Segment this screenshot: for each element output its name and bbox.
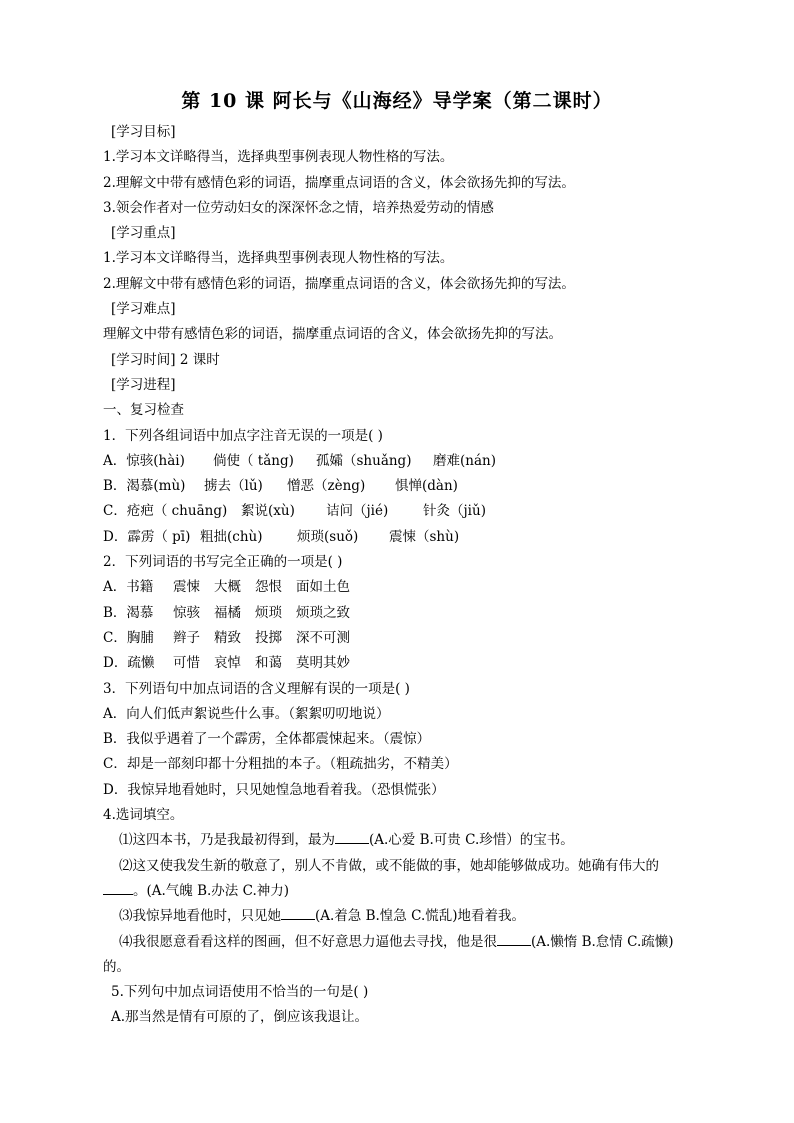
option-term: 惊骇 [173,604,200,621]
objective-item: 3.领会作者对一位劳动妇女的深深怀念之情，培养热爱劳动的情感 [103,199,494,216]
fill-blank-item [103,904,703,929]
question-stem: 4.选词填空。 [103,807,184,824]
option-term: 烦琐之致 [296,604,350,621]
option-term: 可惜 [173,655,200,672]
question-option-b [103,474,703,499]
question-option-a [103,449,703,474]
question-option-c [103,626,703,651]
answer-blank[interactable] [497,931,531,946]
key-point-item: 1.学习本文详略得当，选择典型事例表现人物性格的写法。 [103,250,454,267]
key-points-heading: [学习重点] [111,225,176,242]
document-body [103,120,703,1031]
option-term: 辫子 [173,629,200,646]
question-option-a [103,575,703,600]
option-term: 投掷 [255,629,282,646]
objectives-heading: [学习目标] [111,124,176,140]
answer-blank[interactable] [335,829,369,844]
option-term: D．霹雳（ pī) [103,528,191,545]
option-term: D．疏懒 [103,655,155,672]
option-term: 孤孀（shuǎng) [316,452,412,469]
option-term: A．惊骇(hài) [103,452,185,469]
question-option-b [103,601,703,626]
question-stem: 1．下列各组词语中加点字注音无误的一项是( ) [103,427,383,444]
answer-blank[interactable] [281,905,315,920]
option-term: 掳去（lǔ) [204,478,263,495]
option-term: 絮说(xù) [241,503,295,520]
option-term: 大概 [214,579,241,596]
process-heading: [学习进程] [111,376,176,393]
answer-blank[interactable] [103,880,133,895]
sentence-text: ⑶我惊异地看他时，只见她 [119,908,281,925]
option-term: 惧惮(dàn) [395,478,458,495]
option-term: C．疮疤（ chuāng) [103,503,228,520]
sentence-text: 。(A.气魄 B.办法 C.神力) [133,882,290,899]
option-term: 精致 [214,629,241,646]
question-option-a: A．向人们低声絮说些什么事。（絮絮叨叨地说） [103,705,390,722]
fill-blank-item [103,828,703,853]
option-term: B．渴慕(mù) [103,478,186,495]
sentence-text: (A.懒惰 B.怠情 C.疏懒) [531,933,674,950]
option-term: 诘问（jié) [326,503,389,520]
option-term: 深不可测 [296,629,350,646]
option-term: B．渴慕 [103,604,154,621]
option-term: 针灸（jiǔ) [423,503,486,520]
fill-blank-item-continued: 的。 [103,958,130,975]
option-term: C．胸脯 [103,629,154,646]
fill-blank-item [103,930,703,955]
key-point-item: 2.理解文中带有感情色彩的词语，揣摩重点词语的含义，体会欲扬先抑的写法。 [103,275,575,292]
question-option-c [103,499,703,524]
study-time: [学习时间] 2 课时 [111,351,220,368]
objective-item: 1.学习本文详略得当，选择典型事例表现人物性格的写法。 [103,149,454,166]
sentence-text: ⑷我很愿意看看这样的图画，但不好意思力逼他去寻找，他是很 [119,933,497,950]
option-term: 面如土色 [296,579,350,596]
question-option-d [103,525,703,550]
question-stem: 2．下列词语的书写完全正确的一项是( ) [103,554,343,571]
sentence-text: (A.着急 B.惶急 C.慌乱)地看着我。 [315,908,526,925]
sentence-text: ⑴这四本书，乃是我最初得到，最为 [119,832,335,849]
option-term: 震悚（shù) [389,528,460,545]
option-term: 和蔼 [255,655,282,672]
option-term: 福橘 [214,604,241,621]
option-term: 磨难(nán) [433,452,496,469]
question-stem: 5.下列句中加点词语使用不恰当的一句是( ) [111,984,369,1001]
question-option-c: C．却是一部刻印都十分粗拙的本子。（粗疏拙劣，不精美） [103,756,458,773]
fill-blank-item-continued [103,879,703,904]
question-option-d: D．我惊异地看她时，只见她惶急地看着我。（恐惧慌张） [103,781,445,798]
sentence-text: (A.心爱 B.可贵 C.珍惜）的宝书。 [369,832,574,849]
option-term: 震悚 [173,579,200,596]
option-term: 哀悼 [214,655,241,672]
question-option-b: B．我似乎遇着了一个霹雳，全体都震悚起来。（震惊） [103,731,431,748]
difficulty-heading: [学习难点] [111,301,176,318]
option-term: 憎恶（zèng) [287,478,366,495]
objective-item: 2.理解文中带有感情色彩的词语，揣摩重点词语的含义，体会欲扬先抑的写法。 [103,174,575,191]
option-term: 莫明其妙 [296,655,350,672]
question-stem: 3．下列语句中加点词语的含义理解有误的一项是( ) [103,680,410,697]
difficulty-text: 理解文中带有感情色彩的词语，揣摩重点词语的含义，体会欲扬先抑的写法。 [103,326,562,343]
option-term: 怨恨 [255,579,282,596]
option-term: 烦琐(suǒ) [297,528,359,545]
option-term: 烦琐 [255,604,282,621]
fill-blank-item: ⑵这又使我发生新的敬意了，别人不肯做，或不能做的事，她却能够做成功。她确有伟大的 [119,857,659,874]
option-term: 倘使（ tǎng) [213,452,294,469]
question-option-d [103,651,703,676]
question-option-a: A.那当然是情有可原的了，倒应该我退让。 [111,1009,369,1026]
option-term: 粗拙(chù) [200,528,263,545]
section-heading: 一、复习检查 [103,402,184,419]
option-term: A．书籍 [103,579,154,596]
document-title: 第 10 课 阿长与《山海经》导学案（第二课时） [181,90,613,112]
